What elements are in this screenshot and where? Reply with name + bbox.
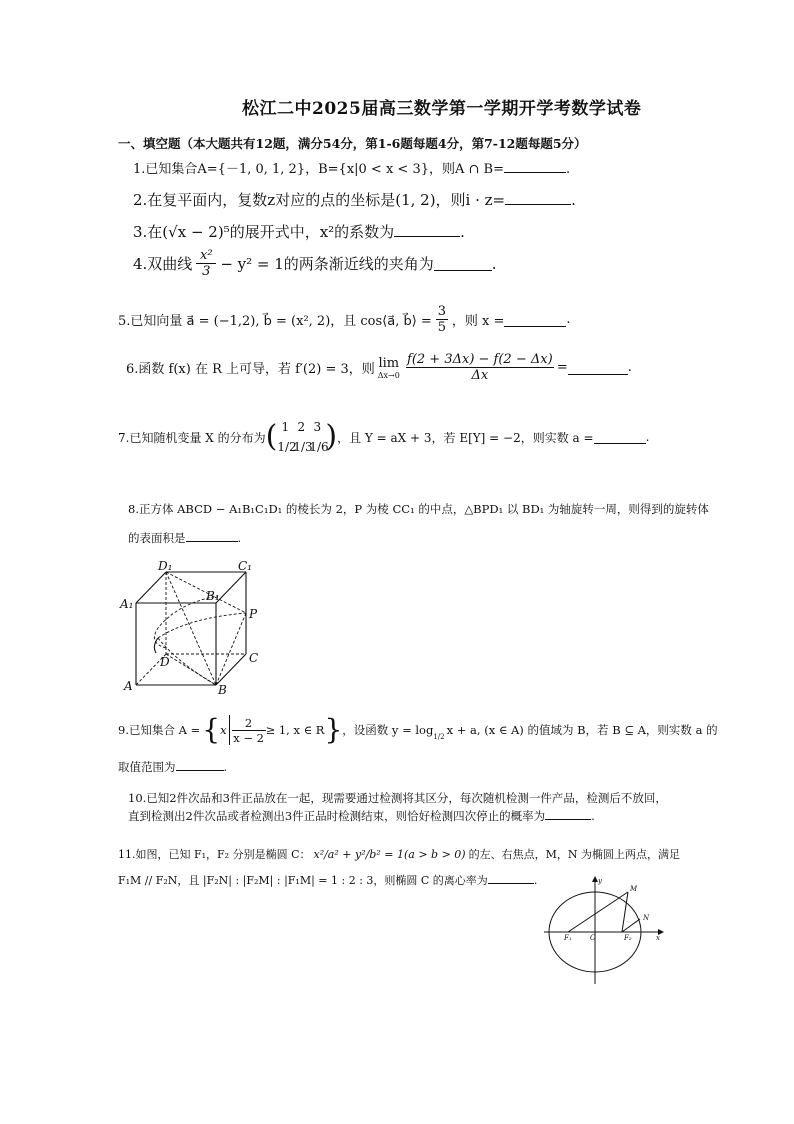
label-F2: F₂ xyxy=(624,934,632,942)
label-y: y xyxy=(598,877,602,885)
question-6-frac-den: Δx xyxy=(471,368,489,383)
question-6-lim-word: lim xyxy=(378,355,400,371)
question-3-text: 3.在(√x − 2)⁵的展开式中，x²的系数为 xyxy=(133,223,395,241)
question-9-frac-den: x − 2 xyxy=(233,730,264,745)
question-9-text-before: 9.已知集合 A = xyxy=(118,723,201,737)
question-7-text-after: ，且 Y = aX + 3，若 E[Y] = −2，则实数 a = xyxy=(337,430,594,445)
question-9-line-2: 取值范围为 . xyxy=(118,760,228,774)
ellipse-figure xyxy=(540,874,670,986)
question-5-frac-num: 3 xyxy=(437,304,446,319)
answer-blank-6 xyxy=(568,374,628,375)
question-4-fraction xyxy=(196,248,216,279)
question-6-frac-num: f(2 + 3Δx) − f(2 − Δx) xyxy=(407,352,553,367)
question-11-equation: x²/a² + y²/b² = 1(a > b > 0) xyxy=(313,847,466,861)
label-M: M xyxy=(630,885,638,893)
question-7-text-before: 7.已知随机变量 X 的分布为 xyxy=(118,430,266,445)
question-5-text-after: ，则 x = xyxy=(451,314,505,329)
question-5-text-before: 5.已知向量 a⃗ = (−1,2), b⃗ = (x², 2)，且 cos⟨a⃗, b⃗⟩ = xyxy=(118,314,432,329)
label-P: P xyxy=(249,607,258,621)
question-11-text-before: 11.如图，已知 F₁，F₂ 分别是椭圆 C： xyxy=(118,848,311,861)
label-O: O xyxy=(590,934,596,942)
question-8-line-2: 的表面积是 . xyxy=(128,531,242,545)
answer-blank-5 xyxy=(504,326,566,327)
question-4-text-before: 4.双曲线 xyxy=(133,255,193,273)
label-F1: F₁ xyxy=(564,934,572,942)
question-2: 2.在复平面内，复数z对应的点的坐标是(1, 2)，则i · z= . xyxy=(133,191,576,209)
question-10-line-1: 10.已知2件次品和3件正品放在一起，现需要通过检测将其区分，每次随机检测一件产品，检测后不放回， xyxy=(128,791,667,805)
question-6-text-before: 6.函数 f(x) 在 R 上可导，若 f′(2) = 3，则 xyxy=(126,362,375,377)
matrix-cell: 2 xyxy=(297,420,306,434)
label-A1: A₁ xyxy=(120,597,134,611)
question-11-line-2: F₁M // F₂N，且 |F₂N| : |F₂M| : |F₁M| = 1 : 2 : 3，则椭圆 C 的离心率为 . xyxy=(118,874,538,887)
question-9-fraction xyxy=(232,716,266,745)
question-5: 5.已知向量 a⃗ = (−1,2), b⃗ = (x², 2)，且 cos⟨a⃗, b⃗⟩ = 3 5 ，则 x = . xyxy=(118,304,571,335)
question-4-frac-den: 3 xyxy=(202,264,211,279)
answer-blank-8 xyxy=(186,541,238,542)
answer-blank-1 xyxy=(504,172,566,173)
question-11-line-1 xyxy=(118,846,680,862)
label-C: C xyxy=(249,651,259,665)
question-6-lim-sub: Δx→0 xyxy=(377,370,400,380)
answer-blank-10 xyxy=(545,819,591,820)
question-8-line-2-text: 的表面积是 xyxy=(128,531,186,545)
question-9-line-2-text: 取值范围为 xyxy=(118,760,176,774)
question-9-set-rest: ≥ 1, x ∈ R xyxy=(265,723,325,737)
section-heading: 一、填空题（本大题共有12题，满分54分，第1-6题每题4分，第7-12题每题5分） xyxy=(118,136,587,151)
answer-blank-7 xyxy=(594,443,646,444)
question-11-text-after: 的左、右焦点，M，N 为椭圆上两点，满足 xyxy=(468,848,680,861)
question-1: 1.已知集合A={－1, 0, 1, 2}，B={x|0 < x < 3}，则A ∩ B= . xyxy=(133,162,571,177)
exam-title: 松江二中2025届高三数学第一学期开学考数学试卷 xyxy=(242,99,642,119)
answer-blank-4 xyxy=(434,270,492,271)
label-D1: D₁ xyxy=(158,559,173,573)
question-6-text-after: = xyxy=(556,360,568,375)
question-9-frac-num: 2 xyxy=(244,715,253,730)
question-11-line-2-text: F₁M // F₂N，且 |F₂N| : |F₂M| : |F₁M| = 1 : 2 : 3，则椭圆 C 的离心率为 xyxy=(118,874,488,887)
label-D: D xyxy=(160,655,170,669)
question-3: 3.在(√x − 2)⁵的展开式中，x²的系数为 . xyxy=(133,223,465,241)
question-4: 4.双曲线 x² 3 − y² = 1的两条渐近线的夹角为 . xyxy=(133,248,497,279)
question-4-text-after: − y² = 1的两条渐近线的夹角为 xyxy=(220,255,434,273)
question-8-line-1: 8.正方体 ABCD − A₁B₁C₁D₁ 的棱长为 2，P 为棱 CC₁ 的中点，△BPD₁ 以 BD₁ 为轴旋转一周，则得到的旋转体 xyxy=(128,502,709,516)
label-C1: C₁ xyxy=(238,559,252,573)
question-6-limit xyxy=(378,356,400,380)
question-7: 7.已知随机变量 X 的分布为 ( 1 2 3 1/2 1/3 1/6 ) ，且 Y = aX + 3，若 E[Y] = −2，则实数 a = . xyxy=(118,419,650,454)
cube-figure xyxy=(118,558,268,698)
label-B1: B₁ xyxy=(206,589,220,603)
matrix-cell: 3 xyxy=(313,420,322,434)
question-5-fraction xyxy=(436,304,448,335)
question-7-matrix xyxy=(277,420,329,454)
label-B: B xyxy=(218,683,227,697)
question-6: 6.函数 f(x) 在 R 上可导，若 f′(2) = 3，则 lim Δx→0 f(2 + 3Δx) − f(2 − Δx) Δx = . xyxy=(126,352,632,383)
question-10-line-2-text: 直到检测出2件次品或者检测出3件正品时检测结束，则恰好检测四次停止的概率为 xyxy=(128,809,546,823)
matrix-cell: 1 xyxy=(281,420,290,434)
question-9: 9.已知集合 A = { x 2 x − 2 ≥ 1, x ∈ R } ，设函数 y = log 1/2 x + a, (x ∈ A) 的值域为 B，若 B ⊆ A，则实数 a 的 xyxy=(118,713,718,746)
label-A: A xyxy=(124,679,133,693)
question-9-text-mid: ，设函数 y = log xyxy=(342,723,434,737)
label-x: x xyxy=(656,934,660,942)
answer-blank-9 xyxy=(176,770,224,771)
question-9-text-after: x + a, (x ∈ A) 的值域为 B，若 B ⊆ A，则实数 a 的 xyxy=(446,723,718,737)
question-10-line-2: 直到检测出2件次品或者检测出3件正品时检测结束，则恰好检测四次停止的概率为 . xyxy=(128,809,595,823)
question-4-frac-num: x² xyxy=(200,248,213,263)
question-5-frac-den: 5 xyxy=(437,320,446,335)
label-N: N xyxy=(643,914,650,922)
matrix-cell: 1/2 xyxy=(277,440,297,454)
question-1-text: 1.已知集合A={－1, 0, 1, 2}，B={x|0 < x < 3}，则A ∩ B= xyxy=(133,162,504,177)
answer-blank-3 xyxy=(394,236,460,237)
matrix-cell: 1/3 xyxy=(293,440,313,454)
question-2-text: 2.在复平面内，复数z对应的点的坐标是(1, 2)，则i · z= xyxy=(133,191,506,209)
answer-blank-11 xyxy=(488,883,534,884)
question-6-fraction xyxy=(406,352,554,383)
question-9-log-base: 1/2 xyxy=(433,733,445,741)
answer-blank-2 xyxy=(505,204,571,205)
matrix-cell: 1/6 xyxy=(309,440,329,454)
